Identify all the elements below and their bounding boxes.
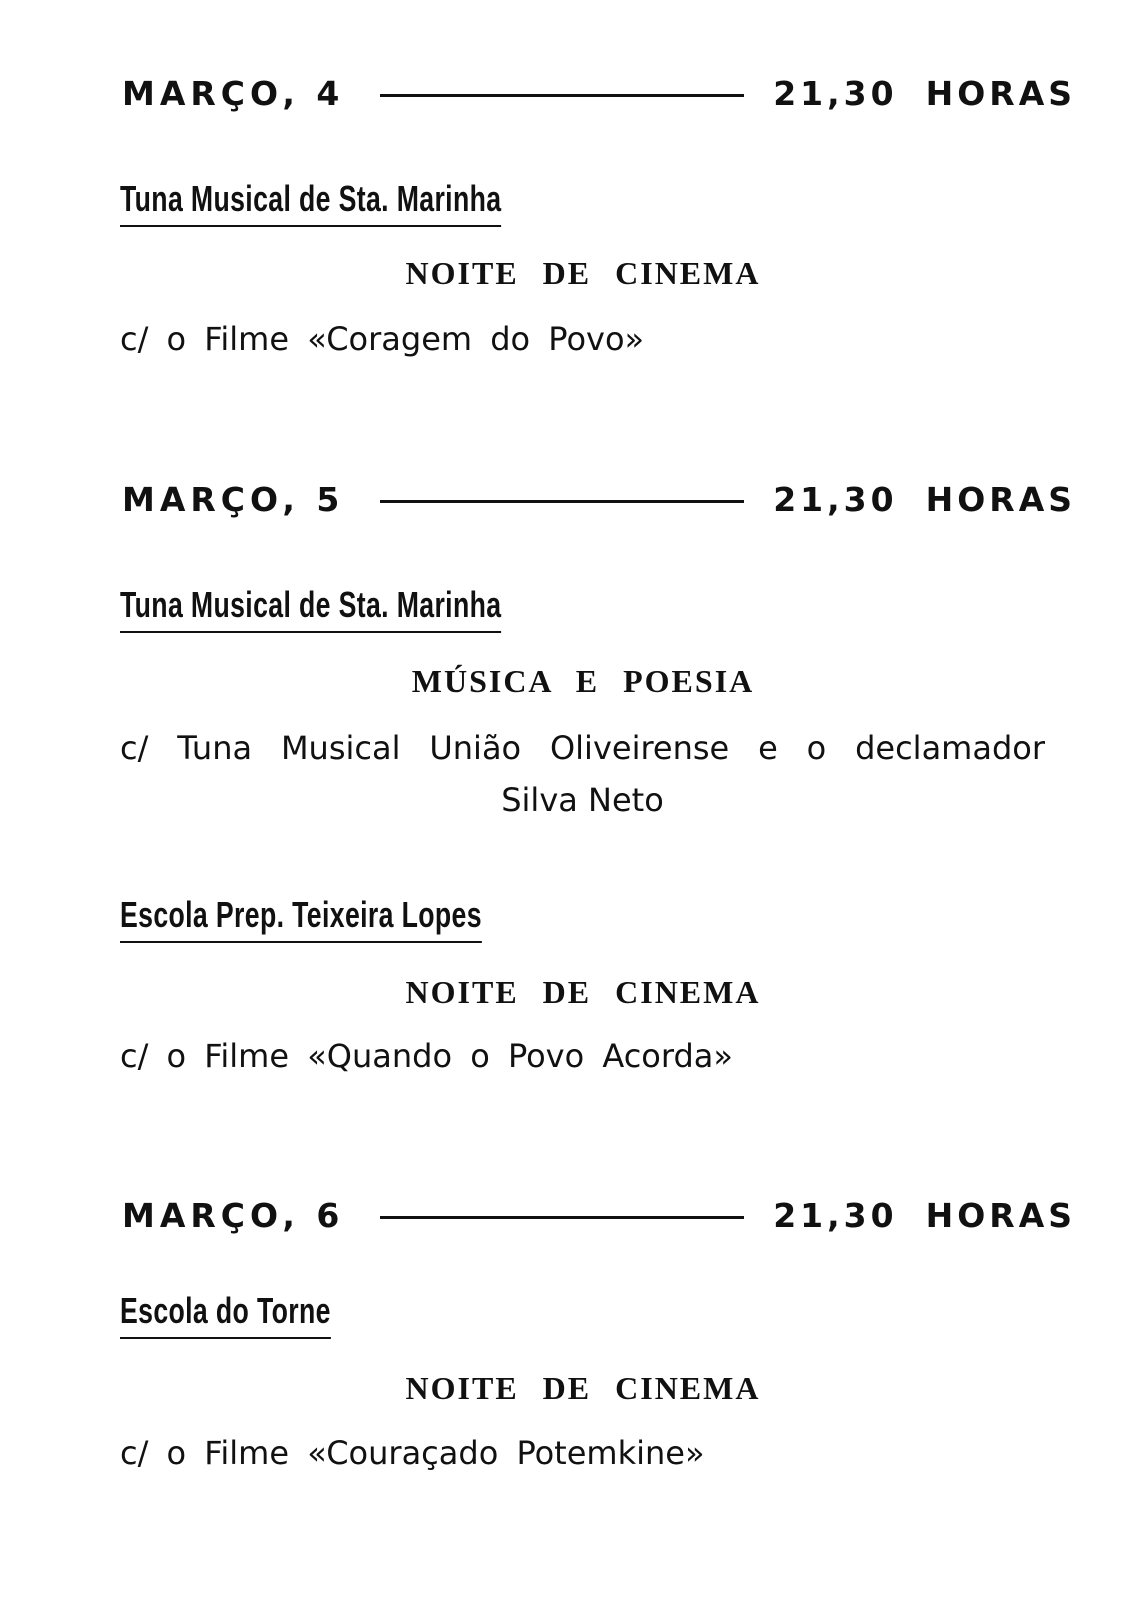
organizer-heading: Tuna Musical de Sta. Marinha xyxy=(120,582,501,633)
time-unit: HORAS xyxy=(925,74,1076,113)
time-value: 21,30 xyxy=(773,480,898,519)
event-description: c/ o Filme «Coragem do Povo» xyxy=(120,320,645,358)
date-label: MARÇO, 6 xyxy=(122,1196,345,1235)
date-label: MARÇO, 4 xyxy=(122,74,345,113)
date-label: MARÇO, 5 xyxy=(122,480,345,519)
organizer-heading: Escola Prep. Teixeira Lopes xyxy=(120,892,482,943)
date-header xyxy=(122,1194,1076,1238)
event-description: c/ o Filme «Quando o Povo Acorda» xyxy=(120,1037,733,1075)
event-title: NOITE DE CINEMA xyxy=(405,974,761,1010)
event-description: c/ Tuna Musical União Oliveirense e o declamador xyxy=(120,729,1045,767)
date-divider xyxy=(380,500,744,503)
event-title: MÚSICA E POESIA xyxy=(411,663,755,699)
date-header xyxy=(122,478,1076,522)
organizer-heading: Escola do Torne xyxy=(120,1288,331,1339)
time-label xyxy=(773,478,1076,522)
event-description: c/ o Filme «Couraçado Potemkine» xyxy=(120,1434,705,1472)
date-divider xyxy=(380,94,744,97)
time-value: 21,30 xyxy=(773,1196,898,1235)
time-label xyxy=(773,1194,1076,1238)
date-header xyxy=(122,72,1076,116)
event-title: NOITE DE CINEMA xyxy=(405,255,761,291)
event-title: NOITE DE CINEMA xyxy=(405,1370,761,1406)
event-description-continued: Silva Neto xyxy=(501,781,664,819)
time-unit: HORAS xyxy=(925,480,1076,519)
organizer-heading: Tuna Musical de Sta. Marinha xyxy=(120,176,501,227)
time-value: 21,30 xyxy=(773,74,898,113)
time-label xyxy=(773,72,1076,116)
time-unit: HORAS xyxy=(925,1196,1076,1235)
date-divider xyxy=(380,1216,744,1219)
